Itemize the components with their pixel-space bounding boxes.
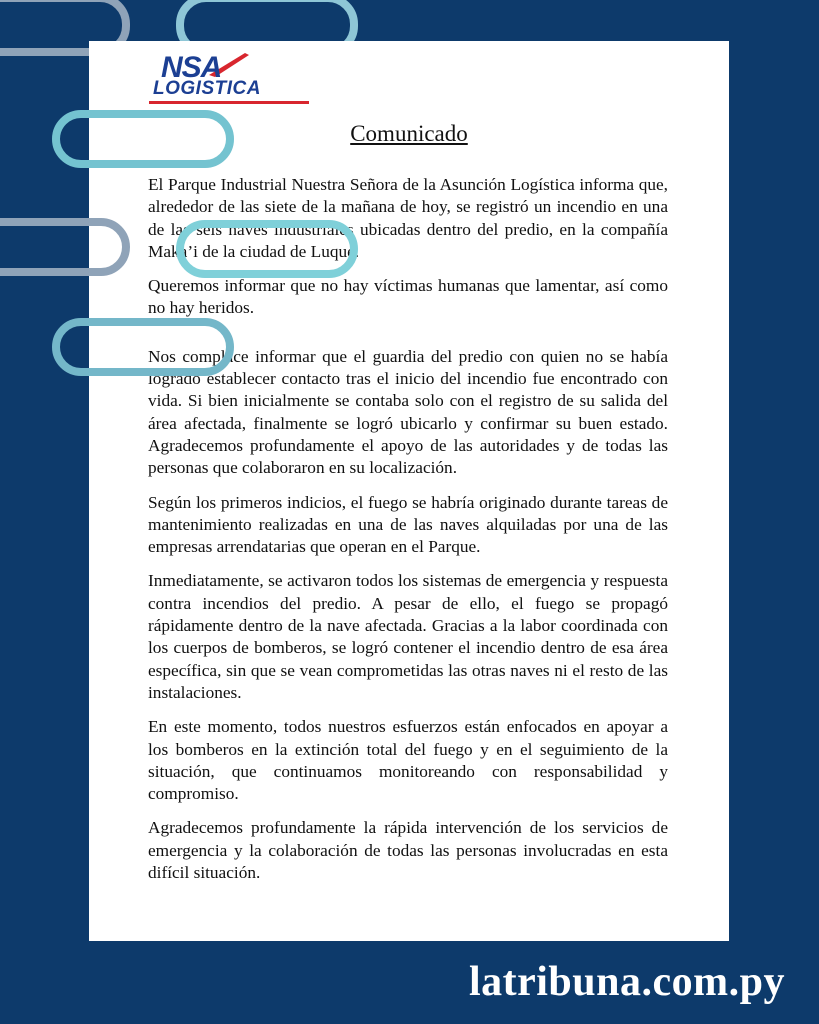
paragraph: Nos complace informar que el guardia del predio con quien no se había logrado establecer contacto tras el inicio del incendio fue encontrado con vida. Si bien inicialmente se contaba solo con el registro de su salida del área afectada, finalmente se logró ubicarlo y confirmar su buen estado. Agradecemos profundamente el apoyo de las autoridades y de todas las personas que colaboraron en su localización. xyxy=(148,346,668,478)
decorative-ring xyxy=(52,110,234,168)
logo-text-logistica: LOGISTICA xyxy=(153,78,261,99)
paragraph: En este momento, todos nuestros esfuerzos están enfocados en apoyar a los bomberos en la extinción total del fuego y en el seguimiento de la situación, que continuamos monitoreando con responsabilidad y compromiso. xyxy=(148,717,668,804)
logo-text-nsa: NSA xyxy=(161,51,222,84)
nsa-logistica-logo xyxy=(149,51,314,101)
press-release-sheet xyxy=(89,41,729,941)
decorative-ring xyxy=(52,318,234,376)
paragraph: Queremos informar que no hay víctimas humanas que lamentar, así como no hay heridos. xyxy=(148,276,668,318)
document-title: Comunicado xyxy=(350,121,468,146)
source-watermark: latribuna.com.py xyxy=(468,959,785,1005)
decorative-ring xyxy=(0,218,130,276)
paragraph: Inmediatamente, se activaron todos los sistemas de emergencia y respuesta contra incendios del predio. A pesar de ello, el fuego se propagó rápidamente dentro de la nave afectada. Gracias a la labor coordinada con los cuerpos de bomberos, se logró contener el incendio dentro de esa área específica, sin que se vean comprometidas las otras naves ni el resto de las instalaciones. xyxy=(148,571,668,702)
logo-underline xyxy=(149,101,309,104)
paragraph: El Parque Industrial Nuestra Señora de la Asunción Logística informa que, alrededor de las siete de la mañana de hoy, se registró un incendio en una de las seis naves industriales ubicadas dentro del predio, en la compañía Maka’i de la ciudad de Luque. xyxy=(148,175,668,261)
paragraph: Según los primeros indicios, el fuego se habría originado durante tareas de mantenimiento realizadas en una de las naves alquiladas por una de las empresas arrendatarias que operan en el Parque. xyxy=(148,492,668,557)
decorative-ring xyxy=(176,220,358,278)
document-body xyxy=(148,174,668,896)
paragraph: Agradecemos profundamente la rápida intervención de los servicios de emergencia y la colaboración de todas las personas involucradas en esta difícil situación. xyxy=(148,818,668,883)
